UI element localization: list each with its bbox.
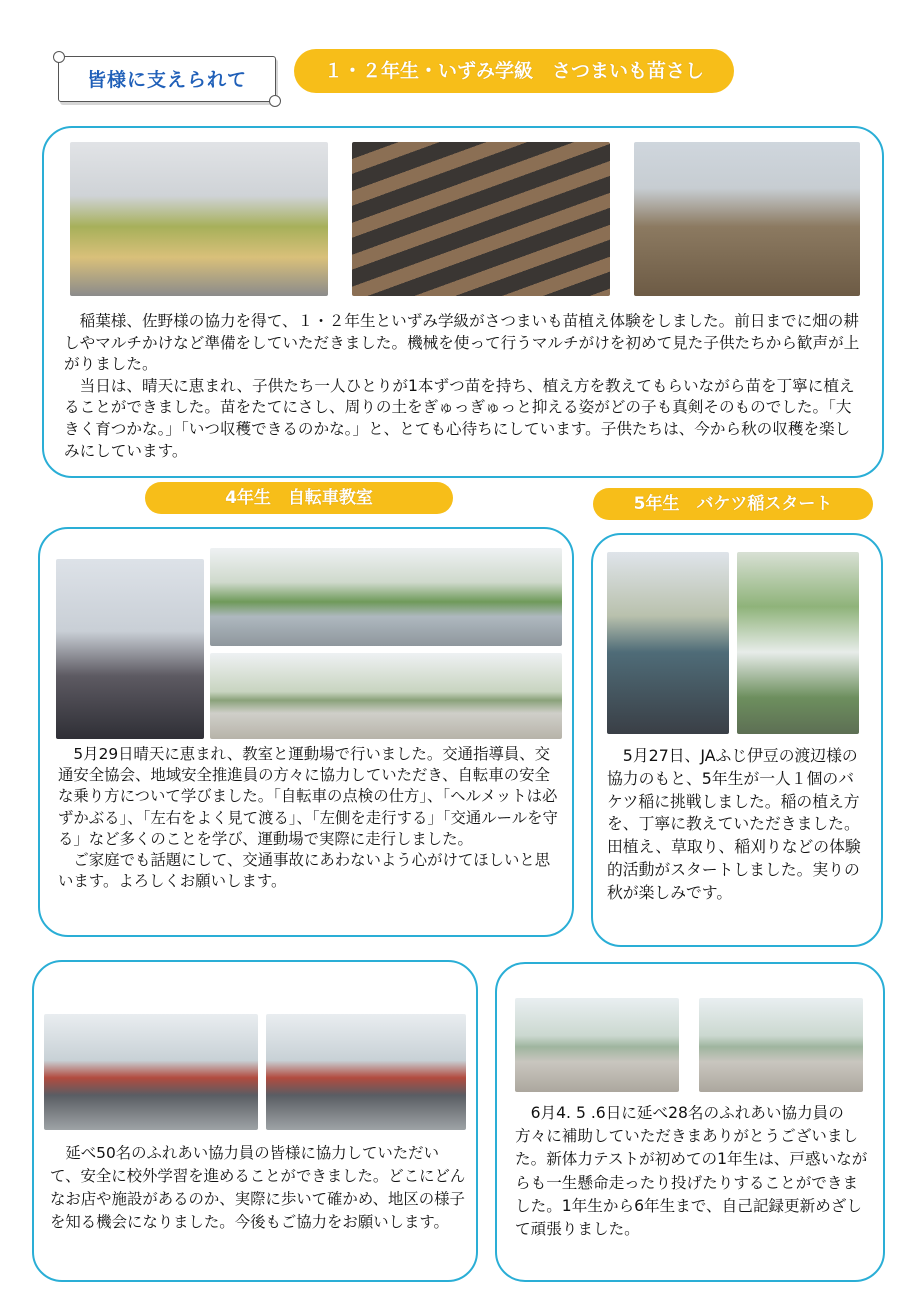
section3-text (607, 745, 867, 905)
photo-sweet-potato-1 (70, 142, 328, 296)
section1-paragraph2: 当日は、晴天に恵まれ、子供たち一人ひとりが1本ずつ苗を持ち、植え方を教えてもらいながら苗を丁寧に植えることができました。苗をたてにさし、周りの土をぎゅっぎゅっと抑える姿がどの子も真剣そのものでした。「大きく育つかな。」「いつ収穫できるのかな。」と、とても心待ちにしています。子供たちは、今から秋の収穫を楽しみにしています。 (64, 376, 855, 460)
photo-sweet-potato-3 (634, 142, 860, 296)
photo-bicycle-ground-2 (210, 653, 562, 739)
section2-paragraph2: ご家庭でも話題にして、交通事故にあわないよう心がけてほしいと思います。よろしくお願いします。 (58, 851, 551, 891)
photo-bucket-rice-1 (607, 552, 729, 734)
section1-title-text: １・２年生・いずみ学級 さつまいも苗さし (323, 60, 704, 82)
section2-title-text: 4年生 自転車教室 (225, 488, 373, 508)
section2-box (38, 527, 574, 937)
photo-bucket-rice-2 (737, 552, 859, 734)
section3-paragraph1: 5月27日、JAふじ伊豆の渡辺様の協力のもと、5年生が一人１個のバケツ稲に挑戦しました。稲の植え方を、丁寧に教えていただきました。田植え、草取り、稲刈りなどの体験的活動がスタートしました。実りの秋が楽しみです。 (607, 746, 861, 902)
photo-town-walk-2 (266, 1014, 466, 1130)
section1-text (64, 311, 864, 462)
section1-title (294, 49, 734, 93)
section2-text (58, 744, 562, 892)
photo-sweet-potato-2 (352, 142, 610, 296)
section3-title-text: 5年生 バケツ稲スタート (633, 494, 833, 514)
section5-paragraph1: 6月4. 5 .6日に延べ28名のふれあい協力員の方々に補助していただきまありがとうございました。新体力テストが初めての1年生は、戸惑いながらも一生懸命走ったり投げたりすることができました。1年生から6年生まで、自己記録更新めざして頑張りました。 (515, 1104, 868, 1239)
header-banner (58, 56, 276, 102)
section4-text (50, 1142, 468, 1234)
section3-title (593, 488, 873, 520)
photo-town-walk-1 (44, 1014, 258, 1130)
section4-box (32, 960, 478, 1282)
photo-bicycle-ground-1 (210, 548, 562, 646)
section3-box (591, 533, 883, 947)
header-banner-text: 皆様に支えられて (86, 69, 247, 91)
section2-paragraph1: 5月29日晴天に恵まれ、教室と運動場で行いました。交通指導員、交通安全協会、地域安全推進員の方々に協力していただき、自転車の安全な乗り方について学びました。「自転車の点検の仕方」、「ヘルメットは必ずかぶる」、「左右をよく見て渡る」、「左側を走行する」「交通ルールを守る」など多くのことを学び、運動場で実際に走行しました。 (58, 745, 558, 848)
section5-box (495, 962, 885, 1282)
photo-fitness-test-2 (699, 998, 863, 1092)
section1-paragraph1: 稲葉様、佐野様の協力を得て、１・２年生といずみ学級がさつまいも苗植え体験をしました。前日までに畑の耕しやマルチかけなど準備をしていただきました。機械を使って行うマルチがけを初めて見た子供たちから歓声が上がりました。 (64, 312, 860, 374)
section1-box (42, 126, 884, 478)
photo-fitness-test-1 (515, 998, 679, 1092)
photo-bicycle-classroom (56, 559, 204, 739)
section2-title (145, 482, 453, 514)
section5-text (515, 1102, 873, 1241)
section4-paragraph1: 延べ50名のふれあい協力員の皆様に協力していただいて、安全に校外学習を進めることができました。どこにどんなお店や施設があるのか、実際に歩いて確かめ、地区の様子を知る機会になりました。今後もご協力をお願いします。 (50, 1144, 466, 1231)
